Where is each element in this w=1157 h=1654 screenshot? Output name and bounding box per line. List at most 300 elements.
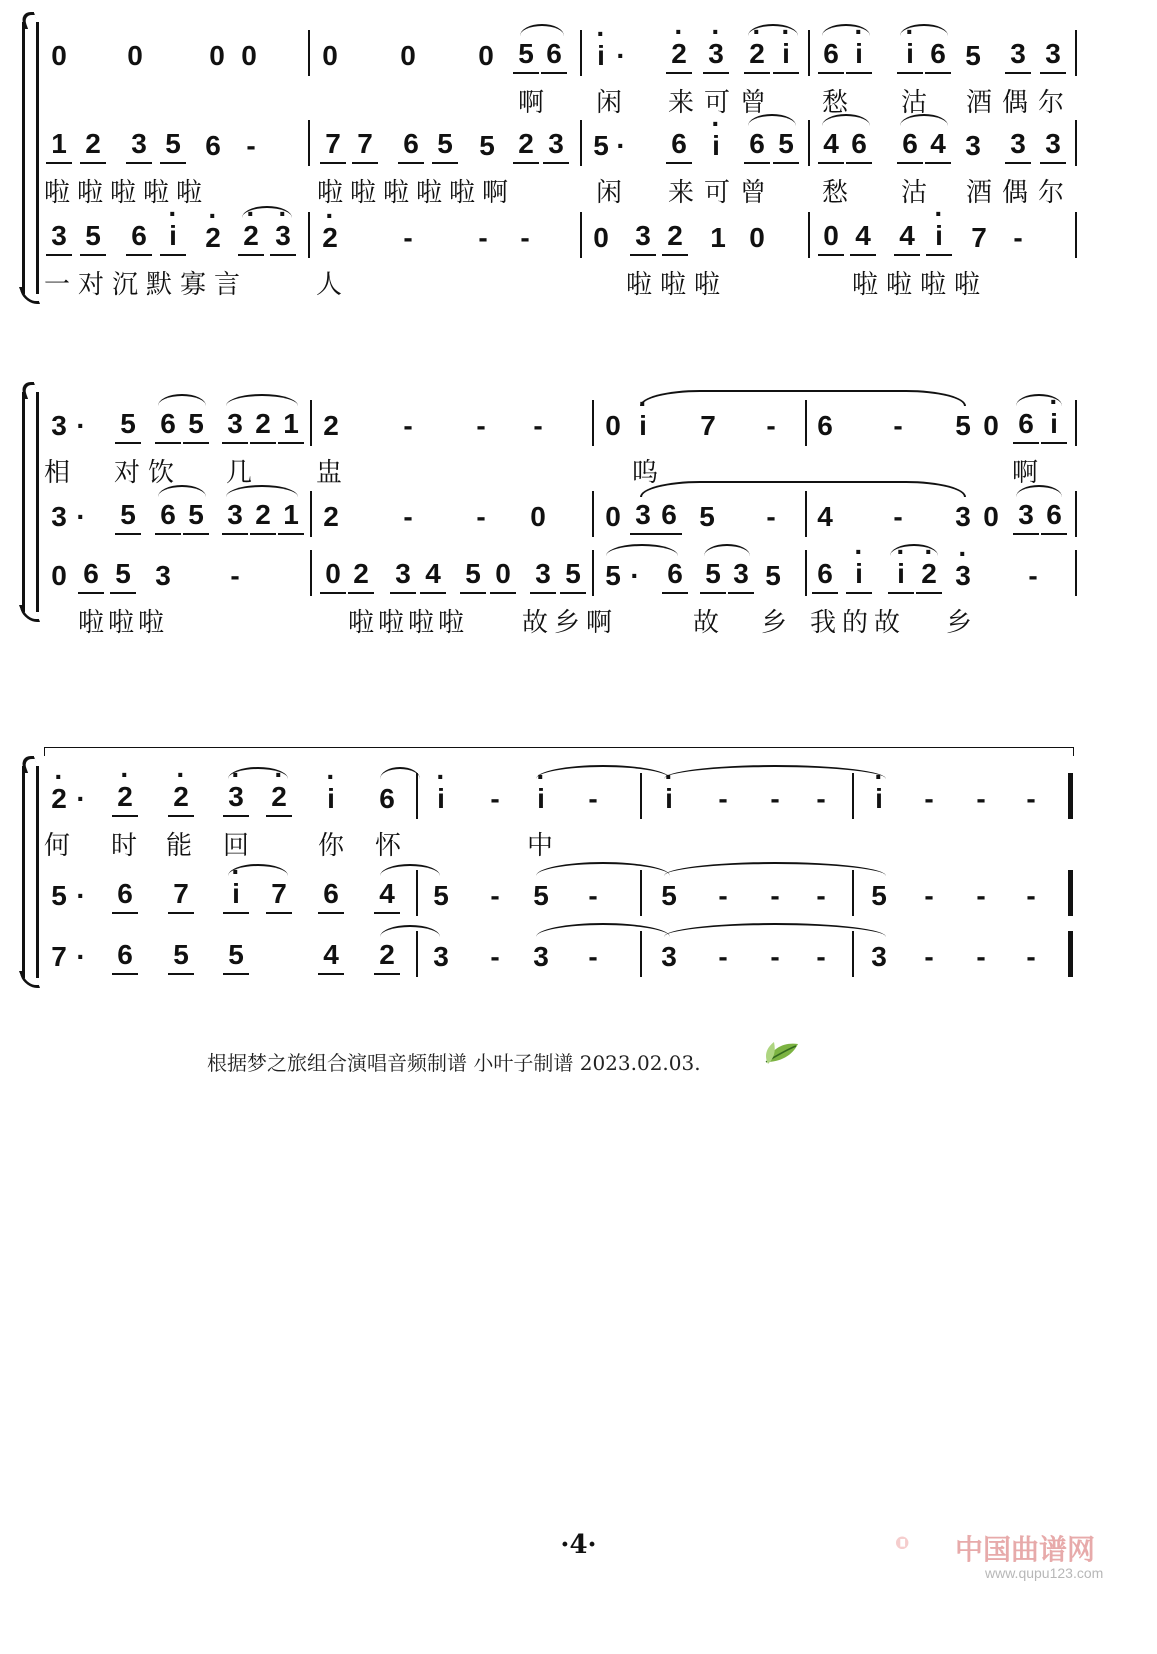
note: 5 — [871, 880, 887, 911]
note: - — [1026, 880, 1036, 911]
barline — [805, 400, 807, 446]
note: 3 — [222, 497, 248, 535]
note: - — [976, 880, 986, 911]
lyric: 对饮 — [114, 458, 183, 488]
barline — [1075, 212, 1077, 258]
note: · — [76, 410, 86, 441]
note: - — [924, 783, 934, 814]
note: · i — [846, 556, 872, 594]
note: - — [718, 880, 728, 911]
lyric: 几 — [226, 458, 253, 488]
note: - — [770, 880, 780, 911]
lyric: 能 — [166, 831, 193, 861]
slur — [520, 24, 564, 36]
barline — [308, 30, 310, 76]
lyric: 你 — [318, 831, 345, 861]
note: 6 — [925, 36, 951, 74]
note: 2 — [80, 126, 106, 164]
note: · i — [897, 36, 923, 74]
note: 5 — [965, 40, 981, 71]
slur — [226, 394, 298, 406]
note: 3 — [1005, 36, 1031, 74]
note: 3 — [155, 560, 171, 591]
note: 0 — [478, 40, 494, 71]
barline — [592, 491, 594, 537]
note: 6 — [662, 556, 688, 594]
lyric: 回 — [223, 831, 250, 861]
score-row — [0, 876, 1157, 916]
score-row — [0, 126, 1157, 166]
note: 2 — [250, 497, 276, 535]
note: · 2 — [317, 218, 343, 258]
note: 3 — [543, 126, 569, 164]
note: 6 — [1013, 406, 1039, 444]
note: 2 — [323, 410, 339, 441]
note: · i — [223, 876, 249, 914]
barline — [580, 120, 582, 166]
note: 0 — [818, 218, 844, 256]
note: · 2 — [666, 36, 692, 74]
note: 6 — [817, 410, 833, 441]
lyric: 相 — [44, 458, 71, 488]
barline — [416, 931, 418, 977]
note: - — [816, 880, 826, 911]
note: - — [770, 783, 780, 814]
slur — [704, 544, 750, 556]
note: 3 — [51, 410, 67, 441]
note: 0 — [605, 501, 621, 532]
note: 7 — [700, 410, 716, 441]
note: - — [893, 501, 903, 532]
note: 6 — [666, 126, 692, 164]
barline — [1075, 491, 1077, 537]
note: - — [1026, 783, 1036, 814]
lyric: 酒偶尔 — [966, 178, 1075, 208]
note: 3 — [433, 941, 449, 972]
note: - — [520, 222, 530, 253]
note: 6 — [126, 218, 152, 256]
note: 7 — [320, 126, 346, 164]
slur — [606, 544, 678, 556]
note: · 2 — [266, 779, 292, 817]
lyric-row — [0, 825, 1157, 861]
score-row — [0, 779, 1157, 819]
lyric-row — [0, 452, 1157, 488]
note: 3 — [871, 941, 887, 972]
lyric: 啦啦啦 — [626, 270, 729, 300]
lyric: 啊 — [518, 88, 545, 118]
lyric: 故 — [693, 608, 720, 638]
note: · 3 — [703, 36, 729, 74]
note: 5 — [560, 556, 586, 594]
note: 4 — [818, 126, 844, 164]
barline — [852, 773, 854, 819]
note: · i — [1041, 406, 1067, 444]
note: - — [718, 783, 728, 814]
note: 3 — [533, 941, 549, 972]
lyric-row — [0, 82, 1157, 118]
note: 5 — [593, 130, 609, 161]
score-row — [0, 36, 1157, 76]
barline — [805, 491, 807, 537]
note: 0 — [490, 556, 516, 594]
lyric: 何 — [44, 831, 71, 861]
lyric: 闲 — [596, 178, 623, 208]
note: 2 — [250, 406, 276, 444]
note: - — [588, 941, 598, 972]
barline — [416, 870, 418, 916]
note: - — [490, 783, 500, 814]
note: 4 — [318, 937, 344, 975]
note: 6 — [846, 126, 872, 164]
note: 5 — [605, 560, 621, 591]
barline — [592, 550, 594, 596]
note: 3 — [530, 556, 556, 594]
note: · i — [866, 779, 892, 819]
lyric-row — [0, 602, 1157, 638]
note: · i — [528, 779, 554, 819]
note: - — [1026, 941, 1036, 972]
note: - — [1013, 222, 1023, 253]
final-barline — [1068, 870, 1073, 916]
note: 7 — [51, 941, 67, 972]
note: - — [246, 130, 256, 161]
slur — [536, 923, 670, 937]
note: · — [76, 880, 86, 911]
note: · 2 — [168, 779, 194, 817]
note: 3 — [661, 941, 677, 972]
slur — [536, 862, 670, 876]
note: 5 — [699, 501, 715, 532]
note: - — [893, 410, 903, 441]
watermark-url: www.qupu123.com — [985, 1565, 1104, 1581]
note: 4 — [894, 218, 920, 256]
note: 4 — [374, 876, 400, 914]
note: 4 — [850, 218, 876, 256]
note: 6 — [818, 36, 844, 74]
note: · — [76, 941, 86, 972]
note: - — [816, 941, 826, 972]
lyric: 愁 — [822, 88, 849, 118]
note: 5 — [460, 556, 486, 594]
note: - — [718, 941, 728, 972]
barline — [310, 491, 312, 537]
note: 5 — [661, 880, 677, 911]
note: 2 — [662, 218, 688, 256]
note: · 3 — [223, 779, 249, 817]
note: · 2 — [238, 218, 264, 256]
note: 0 — [322, 40, 338, 71]
note: 0 — [241, 40, 257, 71]
note: · i — [318, 779, 344, 819]
lyric: 故乡啊 — [522, 608, 619, 638]
barline — [808, 30, 810, 76]
note: 3 — [1040, 126, 1066, 164]
note: 0 — [749, 222, 765, 253]
note: 6 — [897, 126, 923, 164]
barline — [1075, 30, 1077, 76]
note: · 2 — [200, 218, 226, 258]
note: · i — [656, 779, 682, 819]
note: 2 — [348, 556, 374, 594]
note: 5 — [183, 406, 209, 444]
note: 3 — [630, 218, 656, 256]
note: 6 — [155, 406, 181, 444]
note: - — [770, 941, 780, 972]
note: 5 — [110, 556, 136, 594]
note: - — [476, 501, 486, 532]
note: 0 — [605, 410, 621, 441]
final-barline — [1068, 931, 1073, 977]
lyric: 来可曾 — [668, 88, 777, 118]
final-barline — [1068, 773, 1073, 819]
barline — [416, 773, 418, 819]
barline — [852, 931, 854, 977]
slur — [158, 394, 206, 406]
note: 0 — [400, 40, 416, 71]
note: 3 — [390, 556, 416, 594]
note: 0 — [983, 410, 999, 441]
note: 5 — [513, 36, 539, 74]
note: - — [588, 880, 598, 911]
score-row — [0, 497, 1157, 537]
lyric: 来可曾 — [668, 178, 777, 208]
note: · i — [846, 36, 872, 74]
note: - — [533, 410, 543, 441]
note: 6 — [155, 497, 181, 535]
note: · 2 — [744, 36, 770, 74]
note: 5 — [533, 880, 549, 911]
note: 6 — [656, 497, 682, 535]
lyric: 啦啦啦啦啦啊 — [317, 178, 516, 208]
lyric: 愁 — [822, 178, 849, 208]
note: 6 — [318, 876, 344, 914]
note: 2 — [513, 126, 539, 164]
slur — [536, 765, 670, 779]
note: · i — [588, 36, 614, 76]
note: - — [230, 560, 240, 591]
note: · i — [703, 126, 729, 166]
note: 1 — [710, 222, 726, 253]
note: · 2 — [46, 779, 72, 819]
note: · i — [428, 779, 454, 819]
barline — [640, 773, 642, 819]
note: 4 — [420, 556, 446, 594]
note: 5 — [773, 126, 799, 164]
note: 6 — [812, 556, 838, 594]
score-row — [0, 406, 1157, 446]
barline — [808, 120, 810, 166]
note: 3 — [1040, 36, 1066, 74]
lyric: 啦啦啦啦 — [852, 270, 989, 300]
note: 1 — [278, 497, 304, 535]
note: 7 — [352, 126, 378, 164]
lyric: 一对沉默寡言 — [44, 270, 249, 300]
note: · i — [888, 556, 914, 594]
lyric: 呜 — [632, 458, 659, 488]
note: 4 — [925, 126, 951, 164]
lyric: 盅 — [316, 458, 343, 488]
note: - — [476, 410, 486, 441]
note: - — [766, 501, 776, 532]
lyric: 我的故 — [810, 608, 907, 638]
score-credit: 根据梦之旅组合演唱音频制谱 小叶子制谱 2023.02.03. — [207, 1051, 701, 1075]
volta-bracket — [44, 747, 1074, 756]
score-row — [0, 218, 1157, 258]
note: 0 — [51, 560, 67, 591]
barline — [308, 120, 310, 166]
barline — [310, 550, 312, 596]
note: - — [478, 222, 488, 253]
note: 3 — [728, 556, 754, 594]
note: - — [766, 410, 776, 441]
note: · — [616, 130, 626, 161]
barline — [592, 400, 594, 446]
lyric: 中 — [527, 831, 554, 861]
note: 6 — [205, 130, 221, 161]
lyric-row — [0, 264, 1157, 300]
lyric: 沽 — [901, 178, 928, 208]
note: · — [76, 783, 86, 814]
page-number: ·4· — [560, 1530, 597, 1560]
note: 6 — [379, 783, 395, 814]
note: · — [616, 40, 626, 71]
note: 5 — [223, 937, 249, 975]
note: 2 — [374, 937, 400, 975]
note: 5 — [115, 406, 141, 444]
note: 2 — [323, 501, 339, 532]
note: - — [924, 880, 934, 911]
note: 7 — [971, 222, 987, 253]
barline — [805, 550, 807, 596]
note: 0 — [983, 501, 999, 532]
note: · 2 — [916, 556, 942, 594]
note: 6 — [78, 556, 104, 594]
note: 0 — [51, 40, 67, 71]
note: 4 — [817, 501, 833, 532]
note: 0 — [593, 222, 609, 253]
note: 5 — [433, 880, 449, 911]
barline — [640, 931, 642, 977]
note: 5 — [115, 497, 141, 535]
barline — [308, 212, 310, 258]
lyric: 啦啦啦啦 — [348, 608, 469, 638]
note: - — [403, 410, 413, 441]
note: 1 — [278, 406, 304, 444]
note: 5 — [955, 410, 971, 441]
note: 1 — [46, 126, 72, 164]
barline — [580, 30, 582, 76]
score-row — [0, 556, 1157, 596]
note: 6 — [112, 876, 138, 914]
slur — [380, 767, 420, 779]
note: 6 — [541, 36, 567, 74]
note: 5 — [479, 130, 495, 161]
note: 3 — [630, 497, 656, 535]
phrase-tie — [640, 481, 966, 497]
barline — [852, 870, 854, 916]
note: · 3 — [950, 556, 976, 596]
note: 3 — [51, 501, 67, 532]
barline — [808, 212, 810, 258]
note: 5 — [160, 126, 186, 164]
note: - — [403, 222, 413, 253]
note: 6 — [398, 126, 424, 164]
note: · — [630, 560, 640, 591]
note: · i — [160, 218, 186, 256]
note: · — [76, 501, 86, 532]
note: 3 — [965, 130, 981, 161]
note: 3 — [1005, 126, 1031, 164]
lyric: 酒偶尔 — [966, 88, 1075, 118]
note: - — [490, 880, 500, 911]
note: 5 — [51, 880, 67, 911]
slur — [380, 864, 440, 876]
note: 5 — [168, 937, 194, 975]
note: - — [924, 941, 934, 972]
note: - — [403, 501, 413, 532]
note: - — [976, 783, 986, 814]
lyric: 啦啦啦 — [78, 608, 169, 638]
score-row — [0, 937, 1157, 977]
barline — [1075, 120, 1077, 166]
note: 6 — [744, 126, 770, 164]
site-logo-icon — [895, 1520, 955, 1580]
note: 0 — [530, 501, 546, 532]
note: 3 — [46, 218, 72, 256]
note: 3 — [955, 501, 971, 532]
note: 6 — [1041, 497, 1067, 535]
note: 0 — [127, 40, 143, 71]
note: - — [588, 783, 598, 814]
note: 5 — [432, 126, 458, 164]
note: · i — [630, 406, 656, 446]
note: · i — [926, 218, 952, 256]
note: 0 — [209, 40, 225, 71]
note: 7 — [168, 876, 194, 914]
barline — [1075, 400, 1077, 446]
barline — [580, 212, 582, 258]
note: 0 — [320, 556, 346, 594]
note: · 2 — [112, 779, 138, 817]
note: - — [1028, 560, 1038, 591]
note: 3 — [222, 406, 248, 444]
phrase-tie — [640, 390, 966, 406]
lyric: 闲 — [596, 88, 623, 118]
lyric: 乡 — [946, 608, 973, 638]
note: 3 — [1013, 497, 1039, 535]
note: - — [490, 941, 500, 972]
note: · i — [773, 36, 799, 74]
barline — [640, 870, 642, 916]
note: 7 — [266, 876, 292, 914]
slur — [380, 925, 440, 937]
note: 3 — [126, 126, 152, 164]
lyric: 啦啦啦啦啦 — [44, 178, 210, 208]
note: 5 — [700, 556, 726, 594]
barline — [310, 400, 312, 446]
lyric: 乡 — [761, 608, 788, 638]
lyric: 啊 — [1012, 458, 1039, 488]
note: 5 — [765, 560, 781, 591]
note: - — [816, 783, 826, 814]
note: 5 — [80, 218, 106, 256]
note: - — [976, 941, 986, 972]
leaf-icon — [762, 1038, 802, 1066]
lyric: 时 — [111, 831, 138, 861]
barline — [1075, 550, 1077, 596]
note: · 3 — [270, 218, 296, 256]
